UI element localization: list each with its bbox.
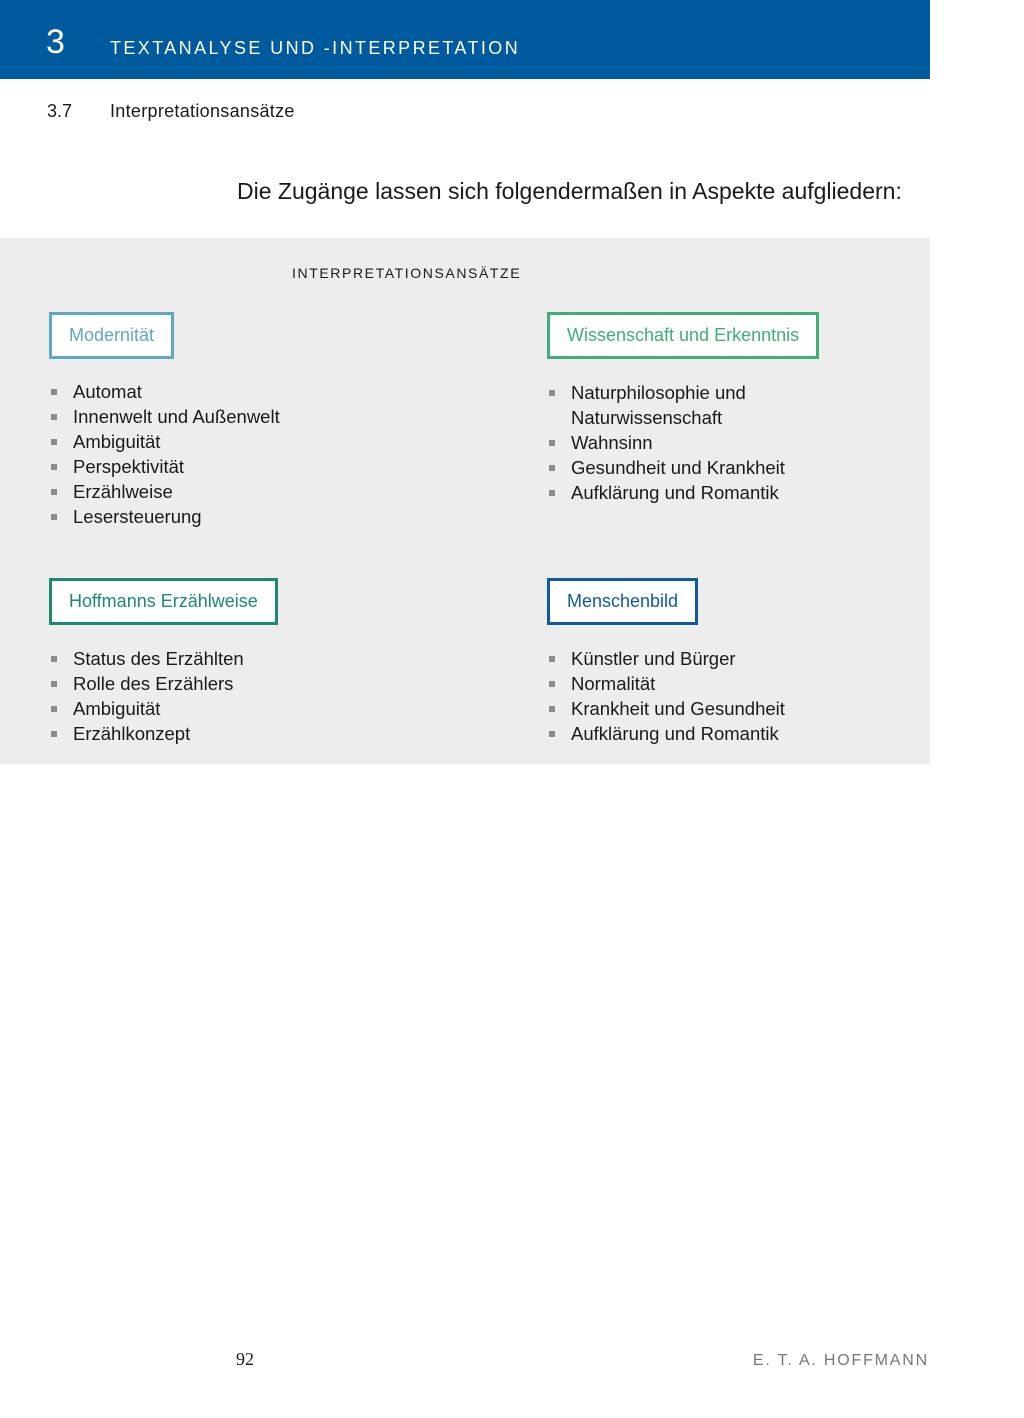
group-list-erzaehlweise (49, 646, 244, 746)
bullet-icon (549, 490, 555, 496)
group-heading-erzaehlweise: Hoffmanns Erzählweise (49, 578, 278, 625)
chapter-header-bar (0, 0, 930, 79)
group-heading-menschenbild: Menschenbild (547, 578, 698, 625)
list-item: Naturphilosophie und Naturwissenschaft (547, 380, 807, 430)
group-list-modernitaet (49, 379, 280, 529)
list-item: Normalität (547, 671, 785, 696)
bullet-icon (549, 656, 555, 662)
list-item: Ambiguität (49, 429, 280, 454)
bullet-icon (549, 390, 555, 396)
list-item: Automat (49, 379, 280, 404)
group-heading-wissenschaft: Wissenschaft und Erkenntnis (547, 312, 819, 359)
bullet-icon (549, 465, 555, 471)
bullet-icon (51, 389, 57, 395)
list-item: Erzählkonzept (49, 721, 244, 746)
list-item: Status des Erzählten (49, 646, 244, 671)
bullet-icon (51, 681, 57, 687)
list-item: Ambiguität (49, 696, 244, 721)
bullet-icon (51, 439, 57, 445)
list-item: Rolle des Erzählers (49, 671, 244, 696)
running-footer-author: E. T. A. HOFFMANN (752, 1352, 929, 1369)
bullet-icon (549, 706, 555, 712)
list-item: Perspektivität (49, 454, 280, 479)
bullet-icon (51, 656, 57, 662)
list-item: Aufklärung und Romantik (547, 480, 807, 505)
chapter-title: TEXTANALYSE UND -INTERPRETATION (110, 38, 521, 58)
list-item: Erzählweise (49, 479, 280, 504)
list-item: Lesersteuerung (49, 504, 280, 529)
bullet-icon (549, 681, 555, 687)
list-item: Aufklärung und Romantik (547, 721, 785, 746)
list-item: Wahnsinn (547, 430, 807, 455)
list-item: Innenwelt und Außenwelt (49, 404, 280, 429)
bullet-icon (549, 731, 555, 737)
bullet-icon (51, 464, 57, 470)
group-heading-modernitaet: Modernität (49, 312, 174, 359)
interpretation-panel (0, 238, 930, 764)
section-title: Interpretationsansätze (110, 101, 295, 121)
list-item: Krankheit und Gesundheit (547, 696, 785, 721)
intro-text: Die Zugänge lassen sich folgendermaßen in Aspekte aufgliedern: (237, 178, 902, 204)
group-list-menschenbild (547, 646, 785, 746)
bullet-icon (51, 414, 57, 420)
group-list-wissenschaft (547, 380, 807, 505)
page-number: 92 (236, 1349, 254, 1369)
list-item: Künstler und Bürger (547, 646, 785, 671)
section-number: 3.7 (47, 101, 73, 121)
bullet-icon (549, 440, 555, 446)
chapter-number: 3 (46, 23, 65, 61)
bullet-icon (51, 731, 57, 737)
bullet-icon (51, 489, 57, 495)
panel-title: INTERPRETATIONSANSÄTZE (292, 265, 522, 281)
list-item: Gesundheit und Krankheit (547, 455, 807, 480)
bullet-icon (51, 514, 57, 520)
bullet-icon (51, 706, 57, 712)
